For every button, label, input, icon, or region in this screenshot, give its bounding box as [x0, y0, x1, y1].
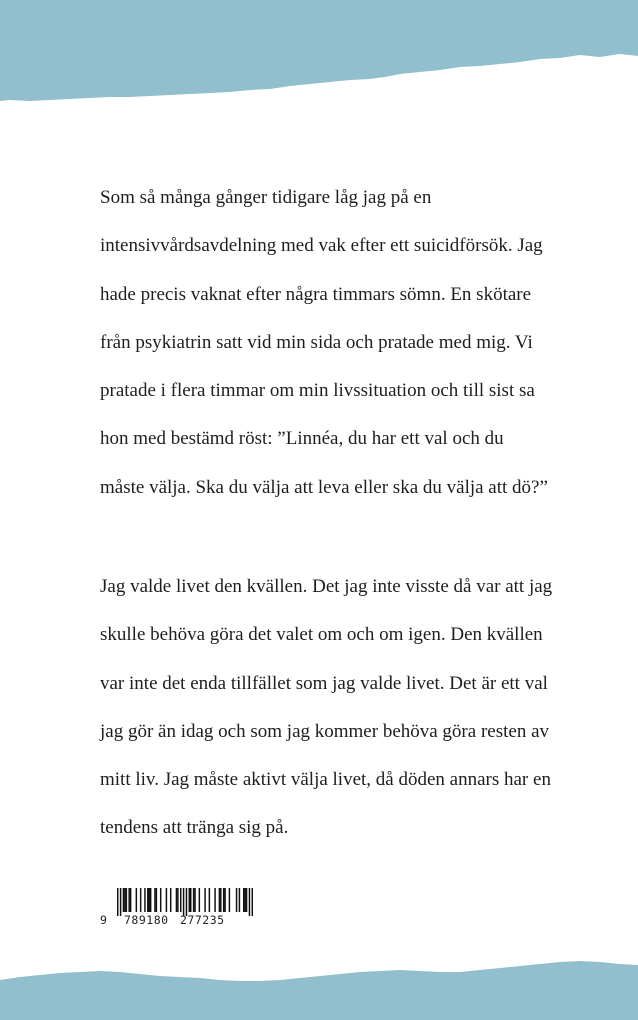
barcode-bar — [186, 888, 187, 916]
barcode-bar — [243, 888, 244, 912]
barcode-bar — [229, 888, 230, 912]
barcode-bar — [239, 888, 240, 912]
barcode-bar — [249, 888, 250, 916]
barcode-bar — [117, 888, 118, 916]
body-paragraph-1 — [100, 174, 610, 512]
barcode-bar — [194, 888, 195, 912]
barcode-bar — [193, 888, 194, 912]
barcode-bar — [190, 888, 191, 912]
bottom-torn-paper-band — [0, 950, 638, 1020]
barcode-bar — [219, 888, 220, 912]
barcode-digit-group-1: 789180 — [124, 913, 169, 927]
barcode-bar — [150, 888, 151, 912]
barcode-bar — [244, 888, 245, 912]
text-line: måste välja. Ska du välja att leva eller ska du välja att dö?” — [100, 476, 548, 498]
barcode-bar — [120, 888, 121, 916]
text-line: pratade i flera timmar om min livssituation och till sist sa — [100, 380, 535, 402]
barcode-bar — [147, 888, 148, 912]
barcode-bar — [148, 888, 149, 912]
top-torn-paper-band — [0, 0, 638, 110]
text-line: hon med bestämd röst: ”Linnéa, du har ett val och du — [100, 428, 504, 450]
barcode-bar — [140, 888, 141, 912]
isbn-barcode — [100, 884, 260, 934]
barcode-bar — [123, 888, 124, 912]
text-line: från psykiatrin satt vid min sida och pratade med mig. Vi — [100, 331, 533, 353]
text-line: hade precis vaknat efter några timmars sömn. En skötare — [100, 283, 532, 305]
body-paragraph-2 — [100, 563, 610, 853]
barcode-bar — [130, 888, 131, 912]
barcode-bar — [160, 888, 161, 912]
barcode-bar — [199, 888, 200, 912]
barcode-first-digit: 9 — [100, 913, 107, 927]
text-line: Som så många gånger tidigare låg jag på en — [100, 187, 432, 208]
barcode-bar — [209, 888, 210, 912]
barcode-bar — [170, 888, 171, 912]
text-line: skulle behöva göra det valet om och om igen. Den kvällen — [100, 624, 543, 646]
barcode-bar — [220, 888, 221, 912]
barcode-bar — [246, 888, 247, 912]
barcode-bar — [183, 888, 184, 916]
text-line: tendens att tränga sig på. — [100, 817, 289, 839]
barcode-bars — [117, 888, 253, 916]
barcode-bar — [204, 888, 205, 912]
barcode-bar — [156, 888, 157, 912]
barcode-bar — [177, 888, 178, 912]
barcode-bar — [124, 888, 125, 912]
barcode-bar — [144, 888, 145, 912]
barcode-bar — [166, 888, 167, 912]
text-line: var inte det enda tillfället som jag valde livet. Det är ett val — [100, 672, 548, 694]
text-line: mitt liv. Jag måste aktivt välja livet, då döden annars har en — [100, 769, 551, 791]
barcode-bar — [136, 888, 137, 912]
text-line: Jag valde livet den kvällen. Det jag inte visste då var att jag — [100, 576, 553, 597]
text-line: intensivvårdsavdelning med vak efter ett suicidförsök. Jag — [100, 235, 543, 257]
barcode-bar — [154, 888, 155, 912]
barcode-bar — [236, 888, 237, 912]
barcode-bar — [126, 888, 127, 912]
barcode-bar — [189, 888, 190, 912]
barcode-bar — [180, 888, 181, 912]
barcode-bar — [176, 888, 177, 912]
text-line: jag gör än idag och som jag kommer behöva göra resten av — [100, 720, 549, 742]
barcode-digit-group-2: 277235 — [180, 913, 225, 927]
barcode-bar — [224, 888, 225, 912]
barcode-bar — [214, 888, 215, 912]
barcode-bar — [252, 888, 253, 916]
barcode-bar — [128, 888, 129, 912]
barcode-bar — [223, 888, 224, 912]
